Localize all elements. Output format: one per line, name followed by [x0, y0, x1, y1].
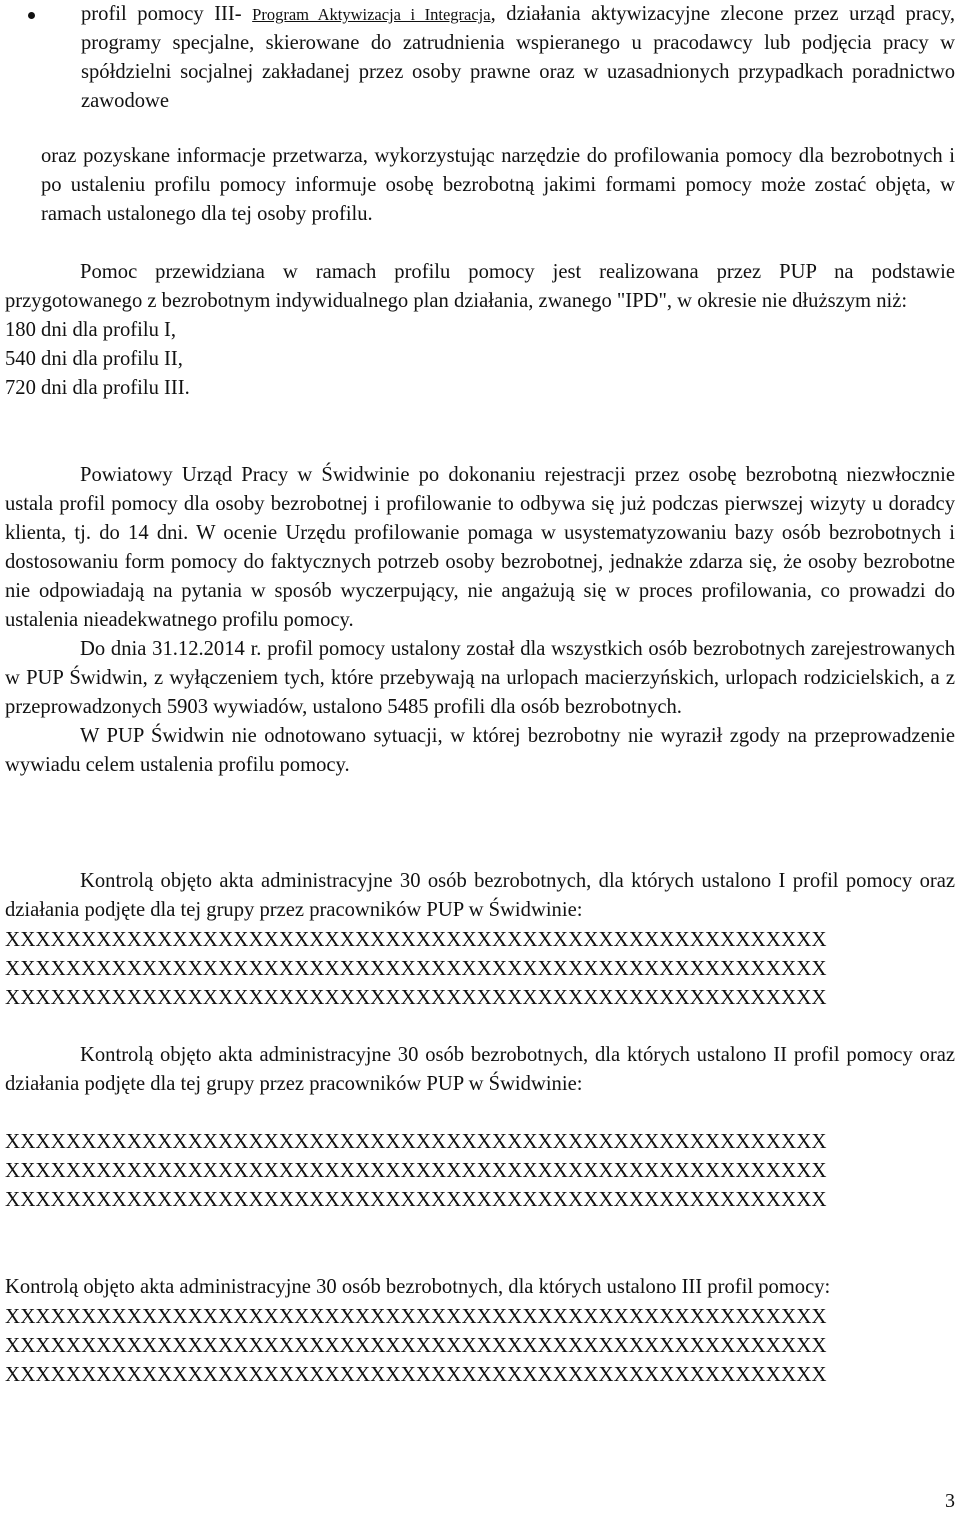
- paragraph-do-dnia: Do dnia 31.12.2014 r. profil pomocy ustalony został dla wszystkich osób bezrobotnych zarejestrowanych w PUP Świdwin, z wyłączeniem tych, które przebywają na urlopach macierzyńskich, urlopach rodzicielskich, a z przeprowadzonych 5903 wywiadów, ustalono 5485 profili dla osób bezrobotnych.: [5, 638, 955, 718]
- kontrola-section-3: [5, 1273, 955, 1389]
- paragraph-pomoc: [5, 258, 955, 403]
- program-link[interactable]: Program Aktywizacja i Integracja: [252, 5, 491, 24]
- kontrola-section-2: [5, 1041, 955, 1099]
- kontrola-2-text: Kontrolą objęto akta administracyjne 30 osób bezrobotnych, dla których ustalono II profil pomocy oraz działania podjęte dla tej grupy przez pracowników PUP w Świdwinie:: [5, 1044, 955, 1095]
- redacted-line: XXXXXXXXXXXXXXXXXXXXXXXXXXXXXXXXXXXXXXXXXXXXXXXXXXXXXX: [5, 1187, 827, 1211]
- paragraph-powiatowy: Powiatowy Urząd Pracy w Świdwinie po dokonaniu rejestracji przez osobę bezrobotną niezwłocznie ustala profil pomocy dla osoby bezrobotnej i profilowanie to odbywa się już podczas pierwszej wizyty u doradcy klienta, tj. do 14 dni. W ocenie Urzędu profilowanie pomaga w usystematyzowaniu bazy osób bezrobotnych i dostosowaniu form pomocy do faktycznych potrzeb osoby bezrobotnej, jednakże zdarza się, że osoby bezrobotne nie odpowiadają na pytania w sposób wyczerpujący, nie angażują się w proces profilowania, co prowadzi do ustalenia nieadekwatnego profilu pomocy.: [5, 464, 955, 631]
- paragraph-w-pup: W PUP Świdwin nie odnotowano sytuacji, w której bezrobotny nie wyraził zgody na przeprowadzenie wywiadu celem ustalenia profilu pomocy.: [5, 725, 955, 776]
- pomoc-line-2: 540 dni dla profilu II,: [5, 348, 183, 370]
- bullet-text: [81, 0, 955, 116]
- kontrola-1-text: Kontrolą objęto akta administracyjne 30 osób bezrobotnych, dla których ustalono I profil pomocy oraz działania podjęte dla tej grupy przez pracowników PUP w Świdwinie:: [5, 870, 955, 921]
- bullet-prefix: profil pomocy III-: [81, 3, 253, 25]
- redacted-line: XXXXXXXXXXXXXXXXXXXXXXXXXXXXXXXXXXXXXXXXXXXXXXXXXXXXXX: [5, 1304, 827, 1328]
- kontrola-section-1: [5, 867, 955, 1012]
- paragraph-profilowanie: oraz pozyskane informacje przetwarza, wykorzystując narzędzie do profilowania pomocy dla bezrobotnych i po ustaleniu profilu pomocy informuje osobę bezrobotną jakimi formami pomocy może zostać objęta, w ramach ustalonego dla tej osoby profilu.: [41, 145, 955, 225]
- redacted-line: XXXXXXXXXXXXXXXXXXXXXXXXXXXXXXXXXXXXXXXXXXXXXXXXXXXXXX: [5, 1362, 827, 1386]
- kontrola-section-2-redacted: [5, 1127, 955, 1214]
- page-number: 3: [945, 1490, 955, 1512]
- bullet-rest: , działania aktywizacyjne zlecone przez urząd pracy, programy specjalne, skierowane do zatrudnienia wspieranego u pracodawcy lub podjęcia pracy w spółdzielni socjalnej zakładanej przez osoby prawne oraz w uzasadnionych przypadkach poradnictwo zawodowe: [81, 3, 955, 112]
- redacted-line: XXXXXXXXXXXXXXXXXXXXXXXXXXXXXXXXXXXXXXXXXXXXXXXXXXXXXX: [5, 1129, 827, 1153]
- redacted-line: XXXXXXXXXXXXXXXXXXXXXXXXXXXXXXXXXXXXXXXXXXXXXXXXXXXXXX: [5, 956, 827, 980]
- redacted-line: XXXXXXXXXXXXXXXXXXXXXXXXXXXXXXXXXXXXXXXXXXXXXXXXXXXXXX: [5, 985, 827, 1009]
- paragraph-block-pup: [5, 461, 955, 780]
- redacted-line: XXXXXXXXXXXXXXXXXXXXXXXXXXXXXXXXXXXXXXXXXXXXXXXXXXXXXX: [5, 1158, 827, 1182]
- pomoc-intro: Pomoc przewidziana w ramach profilu pomocy jest realizowana przez PUP na podstawie przygotowanego z bezrobotnym indywidualnego plan działania, zwanego "IPD", w okresie nie dłuższym niż:: [5, 261, 955, 312]
- redacted-line: XXXXXXXXXXXXXXXXXXXXXXXXXXXXXXXXXXXXXXXXXXXXXXXXXXXXXX: [5, 1333, 827, 1357]
- kontrola-3-text: Kontrolą objęto akta administracyjne 30 osób bezrobotnych, dla których ustalono III profil pomocy:: [5, 1276, 831, 1298]
- bullet-item-profil-iii: [5, 0, 955, 116]
- pomoc-line-1: 180 dni dla profilu I,: [5, 319, 177, 341]
- bullet-dot-icon: [28, 12, 35, 19]
- redacted-line: XXXXXXXXXXXXXXXXXXXXXXXXXXXXXXXXXXXXXXXXXXXXXXXXXXXXXX: [5, 927, 827, 951]
- pomoc-line-3: 720 dni dla profilu III.: [5, 377, 190, 399]
